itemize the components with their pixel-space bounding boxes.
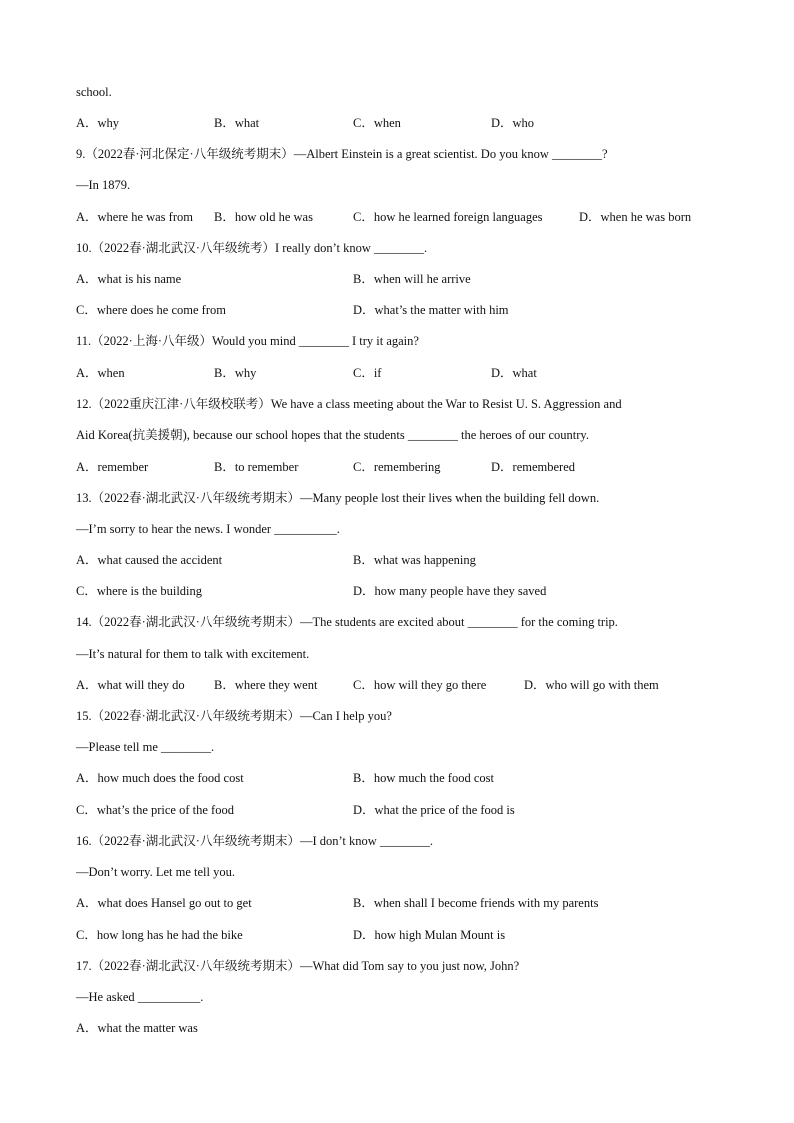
question-16: 16.（2022春·湖北武汉·八年级统考期末）—I don’t know ________. xyxy=(76,834,434,848)
q12-option-d: D．remembered xyxy=(491,460,575,474)
q14-option-b: B．where they went xyxy=(214,678,318,692)
q16-option-c: C．how long has he had the bike xyxy=(76,928,243,942)
q9-option-d: D．when he was born xyxy=(579,210,692,224)
q16-option-a: A．what does Hansel go out to get xyxy=(76,896,252,910)
question-14: 14.（2022春·湖北武汉·八年级统考期末）—The students are excited about ________ for the coming trip. xyxy=(76,615,618,629)
q11-option-b: B．why xyxy=(214,366,257,380)
question-17: 17.（2022春·湖北武汉·八年级统考期末）—What did Tom say to you just now, John? xyxy=(76,959,520,973)
q13-option-a: A．what caused the accident xyxy=(76,553,223,567)
question-14-answer-line: —It’s natural for them to talk with excitement. xyxy=(76,647,310,661)
q10-option-d: D．what’s the matter with him xyxy=(353,303,509,317)
q12-option-c: C．remembering xyxy=(353,460,441,474)
q9-option-b: B．how old he was xyxy=(214,210,313,224)
q9-option-c: C．how he learned foreign languages xyxy=(353,210,543,224)
q8-option-b: B．what xyxy=(214,116,260,130)
question-8-stem-end: school. xyxy=(76,85,112,99)
q16-option-d: D．how high Mulan Mount is xyxy=(353,928,506,942)
question-16-answer-line: —Don’t worry. Let me tell you. xyxy=(76,865,235,879)
q15-option-b: B．how much the food cost xyxy=(353,771,494,785)
q15-option-a: A．how much does the food cost xyxy=(76,771,244,785)
q9-option-a: A．where he was from xyxy=(76,210,193,224)
q14-option-d: D．who will go with them xyxy=(524,678,659,692)
question-17-answer-line: —He asked __________. xyxy=(76,990,204,1004)
question-12: 12.（2022重庆江津·八年级校联考）We have a class meeting about the War to Resist U. S. Aggression and xyxy=(76,397,622,411)
question-10: 10.（2022春·湖北武汉·八年级统考）I really don’t know ________. xyxy=(76,241,428,255)
question-9-answer-line: —In 1879. xyxy=(76,178,131,192)
q11-option-c: C．if xyxy=(353,366,382,380)
q8-option-c: C．when xyxy=(353,116,401,130)
q15-option-d: D．what the price of the food is xyxy=(353,803,515,817)
q12-option-b: B．to remember xyxy=(214,460,299,474)
question-13: 13.（2022春·湖北武汉·八年级统考期末）—Many people lost their lives when the building fell down. xyxy=(76,491,600,505)
q10-option-a: A．what is his name xyxy=(76,272,182,286)
q14-option-c: C．how will they go there xyxy=(353,678,487,692)
q8-option-a: A．why xyxy=(76,116,120,130)
q17-option-a: A．what the matter was xyxy=(76,1021,198,1035)
q13-option-d: D．how many people have they saved xyxy=(353,584,547,598)
q16-option-b: B．when shall I become friends with my parents xyxy=(353,896,599,910)
q11-option-a: A．when xyxy=(76,366,125,380)
question-15-answer-line: —Please tell me ________. xyxy=(76,740,215,754)
question-13-answer-line: —I’m sorry to hear the news. I wonder __________. xyxy=(76,522,340,536)
q10-option-b: B．when will he arrive xyxy=(353,272,471,286)
question-15: 15.（2022春·湖北武汉·八年级统考期末）—Can I help you? xyxy=(76,709,392,723)
question-12-continued: Aid Korea(抗美援朝), because our school hopes that the students ________ the heroes of our country. xyxy=(76,428,589,442)
q14-option-a: A．what will they do xyxy=(76,678,185,692)
q8-option-d: D．who xyxy=(491,116,535,130)
question-9: 9.（2022春·河北保定·八年级统考期末）—Albert Einstein is a great scientist. Do you know ________? xyxy=(76,147,608,161)
q12-option-a: A．remember xyxy=(76,460,149,474)
q15-option-c: C．what’s the price of the food xyxy=(76,803,234,817)
q13-option-c: C．where is the building xyxy=(76,584,203,598)
q10-option-c: C．where does he come from xyxy=(76,303,226,317)
q13-option-b: B．what was happening xyxy=(353,553,476,567)
q11-option-d: D．what xyxy=(491,366,537,380)
question-11: 11.（2022·上海·八年级）Would you mind ________ I try it again? xyxy=(76,334,419,348)
